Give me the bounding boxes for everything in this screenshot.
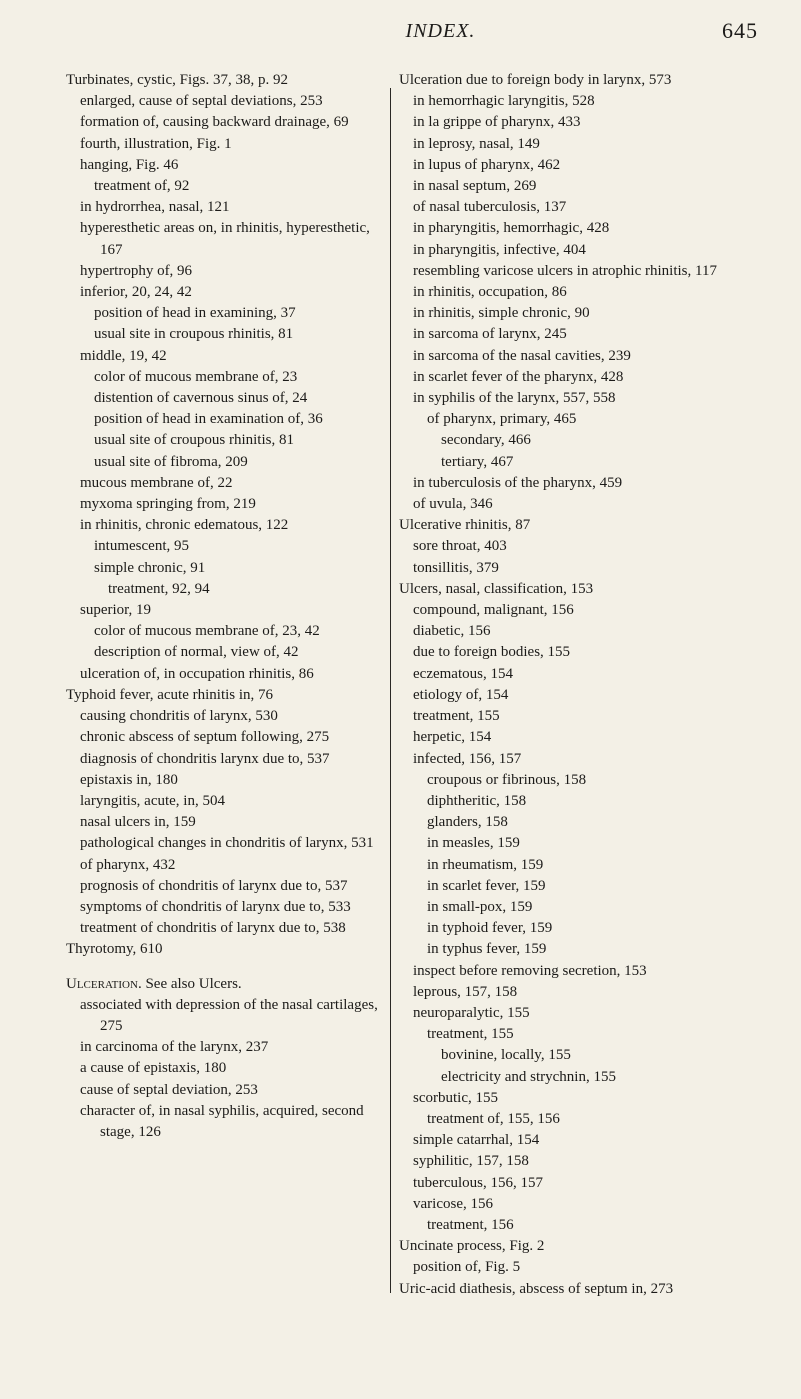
index-entry-text: distention of cavernous sinus of, 24 bbox=[94, 390, 308, 407]
index-entry bbox=[66, 579, 388, 600]
index-entry bbox=[66, 855, 388, 876]
index-entry bbox=[399, 621, 759, 642]
index-entry bbox=[399, 261, 759, 282]
index-entry bbox=[399, 473, 759, 494]
index-entry-text: usual site in croupous rhinitis, 81 bbox=[94, 326, 294, 343]
index-entry-text: due to foreign bodies, 155 bbox=[413, 644, 571, 661]
index-entry-text: See also Ulcers. bbox=[141, 975, 242, 992]
index-entry-text: in rhinitis, simple chronic, 90 bbox=[413, 305, 590, 322]
index-entry bbox=[399, 961, 759, 982]
index-entry-text: of pharynx, primary, 465 bbox=[427, 411, 577, 428]
index-entry bbox=[66, 409, 388, 430]
index-entry-text: causing chondritis of larynx, 530 bbox=[80, 708, 278, 725]
index-entry-text: in sarcoma of larynx, 245 bbox=[413, 326, 567, 343]
index-entry bbox=[399, 1003, 759, 1024]
index-entry bbox=[66, 897, 388, 918]
index-entry-text: inspect before removing secretion, 153 bbox=[413, 962, 647, 979]
index-entry-text: scorbutic, 155 bbox=[413, 1089, 498, 1106]
index-entry-text: in pharyngitis, hemorrhagic, 428 bbox=[413, 220, 610, 237]
index-entry-text: a cause of epistaxis, 180 bbox=[80, 1060, 227, 1077]
index-entry-text: Thyrotomy, 610 bbox=[66, 941, 163, 958]
index-entry-text: syphilitic, 157, 158 bbox=[413, 1153, 529, 1170]
index-entry bbox=[399, 134, 759, 155]
index-entry bbox=[399, 579, 759, 600]
index-entry bbox=[399, 1088, 759, 1109]
index-entry bbox=[66, 452, 388, 473]
index-entry bbox=[66, 176, 388, 197]
index-entry-text: treatment of chondritis of larynx due to, 538 bbox=[80, 920, 346, 937]
index-entry-text: in hydrorrhea, nasal, 121 bbox=[80, 199, 230, 216]
index-entry bbox=[399, 770, 759, 791]
index-entry-text: mucous membrane of, 22 bbox=[80, 474, 233, 491]
index-entry-text: superior, 19 bbox=[80, 602, 152, 619]
index-entry bbox=[66, 876, 388, 897]
index-entry-text: fourth, illustration, Fig. 1 bbox=[80, 135, 232, 152]
index-entry bbox=[399, 706, 759, 727]
index-entry bbox=[66, 261, 388, 282]
index-entry bbox=[399, 1257, 759, 1278]
index-entry-text: laryngitis, acute, in, 504 bbox=[80, 792, 225, 809]
index-entry-text: Uric-acid diathesis, abscess of septum in, 273 bbox=[399, 1280, 674, 1297]
index-entry-text: in nasal septum, 269 bbox=[413, 178, 537, 195]
index-entry-text: tuberculous, 156, 157 bbox=[413, 1174, 543, 1191]
index-entry-text: Ulcers, nasal, classification, 153 bbox=[399, 580, 594, 597]
index-entry-text: neuroparalytic, 155 bbox=[413, 1004, 530, 1021]
index-entry-text: associated with depression of the nasal cartilages, 275 bbox=[80, 996, 378, 1034]
index-entry-text: in la grippe of pharynx, 433 bbox=[413, 114, 581, 131]
index-entry bbox=[399, 876, 759, 897]
index-entry bbox=[399, 664, 759, 685]
index-entry-text: position of head in examining, 37 bbox=[94, 305, 296, 322]
index-entry bbox=[399, 218, 759, 239]
index-entry-text: infected, 156, 157 bbox=[413, 750, 522, 767]
index-entry-text: eczematous, 154 bbox=[413, 665, 513, 682]
index-entry-text: diagnosis of chondritis larynx due to, 537 bbox=[80, 750, 330, 767]
index-entry bbox=[399, 1173, 759, 1194]
running-title bbox=[0, 20, 801, 43]
index-entry-text: Typhoid fever, acute rhinitis in, 76 bbox=[66, 686, 274, 703]
index-entry bbox=[399, 494, 759, 515]
index-entry-text: prognosis of chondritis of larynx due to, 537 bbox=[80, 877, 348, 894]
index-entry-text: inferior, 20, 24, 42 bbox=[80, 284, 192, 301]
index-entry bbox=[399, 536, 759, 557]
index-heading: Ulceration. bbox=[66, 975, 142, 992]
index-entry-text: in leprosy, nasal, 149 bbox=[413, 135, 540, 152]
index-entry-text: varicose, 156 bbox=[413, 1195, 493, 1212]
index-entry-text: in rheumatism, 159 bbox=[427, 856, 544, 873]
index-entry bbox=[399, 1279, 759, 1300]
index-entry-text: in measles, 159 bbox=[427, 835, 520, 852]
index-entry bbox=[399, 409, 759, 430]
index-entry-text: in small-pox, 159 bbox=[427, 898, 533, 915]
index-entry bbox=[399, 91, 759, 112]
index-entry-text: position of head in examination of, 36 bbox=[94, 411, 323, 428]
index-entry bbox=[399, 1109, 759, 1130]
index-column-right bbox=[399, 70, 759, 1300]
index-entry-text: diabetic, 156 bbox=[413, 623, 491, 640]
index-entry bbox=[66, 918, 388, 939]
index-entry bbox=[399, 240, 759, 261]
index-entry bbox=[66, 642, 388, 663]
index-entry-text: of pharynx, 432 bbox=[80, 856, 176, 873]
index-entry bbox=[66, 995, 388, 1037]
index-entry bbox=[66, 155, 388, 176]
index-entry bbox=[66, 749, 388, 770]
index-entry bbox=[399, 1045, 759, 1066]
index-entry bbox=[66, 791, 388, 812]
index-entry-text: epistaxis in, 180 bbox=[80, 771, 178, 788]
index-entry-text: simple catarrhal, 154 bbox=[413, 1132, 540, 1149]
index-entry-text: pathological changes in chondritis of larynx, 531 bbox=[80, 835, 374, 852]
index-entry-text: in syphilis of the larynx, 557, 558 bbox=[413, 390, 616, 407]
index-entry-text: color of mucous membrane of, 23, 42 bbox=[94, 623, 320, 640]
index-entry bbox=[66, 833, 388, 854]
index-entry bbox=[66, 473, 388, 494]
index-entry bbox=[66, 346, 388, 367]
index-entry bbox=[399, 855, 759, 876]
index-entry bbox=[399, 155, 759, 176]
index-entry-text: treatment, 92, 94 bbox=[108, 580, 210, 597]
index-entry-text: treatment, 155 bbox=[413, 708, 500, 725]
index-entry bbox=[399, 558, 759, 579]
index-entry bbox=[66, 70, 388, 91]
index-entry-text: bovinine, locally, 155 bbox=[441, 1047, 571, 1064]
index-entry-text: electricity and strychnin, 155 bbox=[441, 1068, 616, 1085]
index-entry-text: of uvula, 346 bbox=[413, 496, 493, 513]
index-entry-text: treatment of, 92 bbox=[94, 178, 190, 195]
index-entry-text: color of mucous membrane of, 23 bbox=[94, 368, 298, 385]
index-entry-text: secondary, 466 bbox=[441, 432, 531, 449]
index-entry bbox=[399, 346, 759, 367]
index-entry bbox=[66, 430, 388, 451]
index-entry-text: hypertrophy of, 96 bbox=[80, 262, 193, 279]
index-entry bbox=[399, 897, 759, 918]
index-entry-text: tonsillitis, 379 bbox=[413, 559, 499, 576]
index-entry bbox=[399, 176, 759, 197]
index-entry-text: treatment of, 155, 156 bbox=[427, 1110, 560, 1127]
index-entry-text: in tuberculosis of the pharynx, 459 bbox=[413, 474, 623, 491]
index-entry bbox=[66, 91, 388, 112]
index-entry-text: in typhus fever, 159 bbox=[427, 941, 547, 958]
index-entry-text: in pharyngitis, infective, 404 bbox=[413, 241, 586, 258]
index-entry-text: character of, in nasal syphilis, acquired, second stage, 126 bbox=[80, 1102, 364, 1140]
index-entry bbox=[66, 706, 388, 727]
index-entry bbox=[399, 982, 759, 1003]
index-entry bbox=[399, 727, 759, 748]
index-entry bbox=[66, 600, 388, 621]
index-entry bbox=[399, 430, 759, 451]
index-entry-text: herpetic, 154 bbox=[413, 729, 492, 746]
index-entry bbox=[66, 1101, 388, 1143]
index-title: INDEX. bbox=[405, 20, 476, 42]
index-entry-text: in lupus of pharynx, 462 bbox=[413, 156, 561, 173]
index-entry-text: Ulceration due to foreign body in larynx, 573 bbox=[399, 72, 672, 88]
index-entry bbox=[399, 1151, 759, 1172]
index-entry-text: formation of, causing backward drainage, 69 bbox=[80, 114, 349, 131]
index-entry bbox=[66, 1058, 388, 1079]
index-entry-text: sore throat, 403 bbox=[413, 538, 507, 555]
index-entry bbox=[399, 70, 759, 91]
index-entry bbox=[399, 1024, 759, 1045]
index-entry-text: cause of septal deviation, 253 bbox=[80, 1081, 258, 1098]
index-entry bbox=[66, 558, 388, 579]
index-entry-text: etiology of, 154 bbox=[413, 686, 509, 703]
index-entry-text: chronic abscess of septum following, 275 bbox=[80, 729, 330, 746]
index-entry bbox=[399, 685, 759, 706]
index-entry bbox=[399, 812, 759, 833]
index-entry bbox=[66, 324, 388, 345]
index-entry bbox=[399, 388, 759, 409]
index-entry bbox=[399, 452, 759, 473]
index-entry-text: nasal ulcers in, 159 bbox=[80, 814, 196, 831]
index-entry-text: usual site of fibroma, 209 bbox=[94, 453, 248, 470]
index-entry bbox=[399, 918, 759, 939]
index-entry bbox=[66, 974, 388, 995]
index-entry bbox=[399, 197, 759, 218]
index-entry-text: in scarlet fever of the pharynx, 428 bbox=[413, 368, 624, 385]
index-entry bbox=[399, 1130, 759, 1151]
index-entry bbox=[399, 1215, 759, 1236]
index-entry-text: hanging, Fig. 46 bbox=[80, 156, 179, 173]
index-column-left bbox=[66, 70, 388, 1143]
index-entry-text: diphtheritic, 158 bbox=[427, 792, 527, 809]
index-entry bbox=[66, 939, 388, 960]
page-number: 645 bbox=[722, 18, 758, 43]
index-entry bbox=[399, 833, 759, 854]
index-entry-text: treatment, 156 bbox=[427, 1216, 514, 1233]
index-entry-text: in carcinoma of the larynx, 237 bbox=[80, 1039, 269, 1056]
index-entry bbox=[66, 536, 388, 557]
index-entry bbox=[399, 515, 759, 536]
index-entry bbox=[66, 1080, 388, 1101]
index-entry-text: glanders, 158 bbox=[427, 814, 508, 831]
index-entry bbox=[66, 494, 388, 515]
index-entry-text: croupous or fibrinous, 158 bbox=[427, 771, 587, 788]
index-entry-text: intumescent, 95 bbox=[94, 538, 189, 555]
index-entry bbox=[66, 685, 388, 706]
index-entry bbox=[66, 218, 388, 260]
index-entry-text: in hemorrhagic laryngitis, 528 bbox=[413, 93, 595, 110]
index-entry bbox=[399, 1067, 759, 1088]
index-entry-text: leprous, 157, 158 bbox=[413, 983, 518, 1000]
index-entry bbox=[66, 282, 388, 303]
index-entry bbox=[399, 600, 759, 621]
index-entry bbox=[399, 642, 759, 663]
index-entry bbox=[399, 791, 759, 812]
index-entry-text: position of, Fig. 5 bbox=[413, 1259, 521, 1276]
index-entry-text: in rhinitis, chronic edematous, 122 bbox=[80, 517, 289, 534]
index-entry-text: of nasal tuberculosis, 137 bbox=[413, 199, 567, 216]
index-entry-text: resembling varicose ulcers in atrophic rhinitis, 117 bbox=[413, 262, 717, 279]
index-entry-text: middle, 19, 42 bbox=[80, 347, 167, 364]
index-entry bbox=[66, 197, 388, 218]
index-entry bbox=[66, 515, 388, 536]
index-entry-text: in sarcoma of the nasal cavities, 239 bbox=[413, 347, 631, 364]
index-entry bbox=[399, 367, 759, 388]
index-entry-text: Uncinate process, Fig. 2 bbox=[399, 1238, 545, 1255]
index-entry-text: Ulcerative rhinitis, 87 bbox=[399, 517, 531, 534]
index-entry bbox=[399, 112, 759, 133]
index-entry bbox=[66, 621, 388, 642]
index-entry bbox=[399, 303, 759, 324]
index-entry bbox=[399, 324, 759, 345]
index-entry-text: usual site of croupous rhinitis, 81 bbox=[94, 432, 294, 449]
index-entry bbox=[66, 727, 388, 748]
index-entry-text: ulceration of, in occupation rhinitis, 86 bbox=[80, 665, 314, 682]
index-entry-text: in rhinitis, occupation, 86 bbox=[413, 284, 567, 301]
index-entry-text: tertiary, 467 bbox=[441, 453, 514, 470]
index-entry bbox=[399, 282, 759, 303]
index-entry-text: compound, malignant, 156 bbox=[413, 602, 574, 619]
index-entry-text: treatment, 155 bbox=[427, 1026, 514, 1043]
index-entry bbox=[66, 770, 388, 791]
index-entry-text: myxoma springing from, 219 bbox=[80, 496, 256, 513]
index-entry-text: in scarlet fever, 159 bbox=[427, 877, 546, 894]
index-entry-text: enlarged, cause of septal deviations, 253 bbox=[80, 93, 323, 110]
column-divider bbox=[390, 88, 391, 1293]
index-entry-text: simple chronic, 91 bbox=[94, 559, 206, 576]
index-entry-text: in typhoid fever, 159 bbox=[427, 920, 553, 937]
index-entry bbox=[399, 939, 759, 960]
index-entry-text: hyperesthetic areas on, in rhinitis, hyperesthetic, 167 bbox=[80, 220, 370, 258]
index-entry bbox=[66, 1037, 388, 1058]
index-entry bbox=[66, 812, 388, 833]
index-entry bbox=[66, 303, 388, 324]
index-entry bbox=[399, 1236, 759, 1257]
index-entry-text: Turbinates, cystic, Figs. 37, 38, p. 92 bbox=[66, 72, 288, 88]
index-entry bbox=[399, 749, 759, 770]
index-entry bbox=[66, 664, 388, 685]
index-entry bbox=[66, 388, 388, 409]
index-entry bbox=[399, 1194, 759, 1215]
index-entry-text: description of normal, view of, 42 bbox=[94, 644, 299, 661]
index-entry bbox=[66, 367, 388, 388]
index-entry bbox=[66, 112, 388, 133]
index-entry-text: symptoms of chondritis of larynx due to, 533 bbox=[80, 898, 351, 915]
index-entry bbox=[66, 134, 388, 155]
